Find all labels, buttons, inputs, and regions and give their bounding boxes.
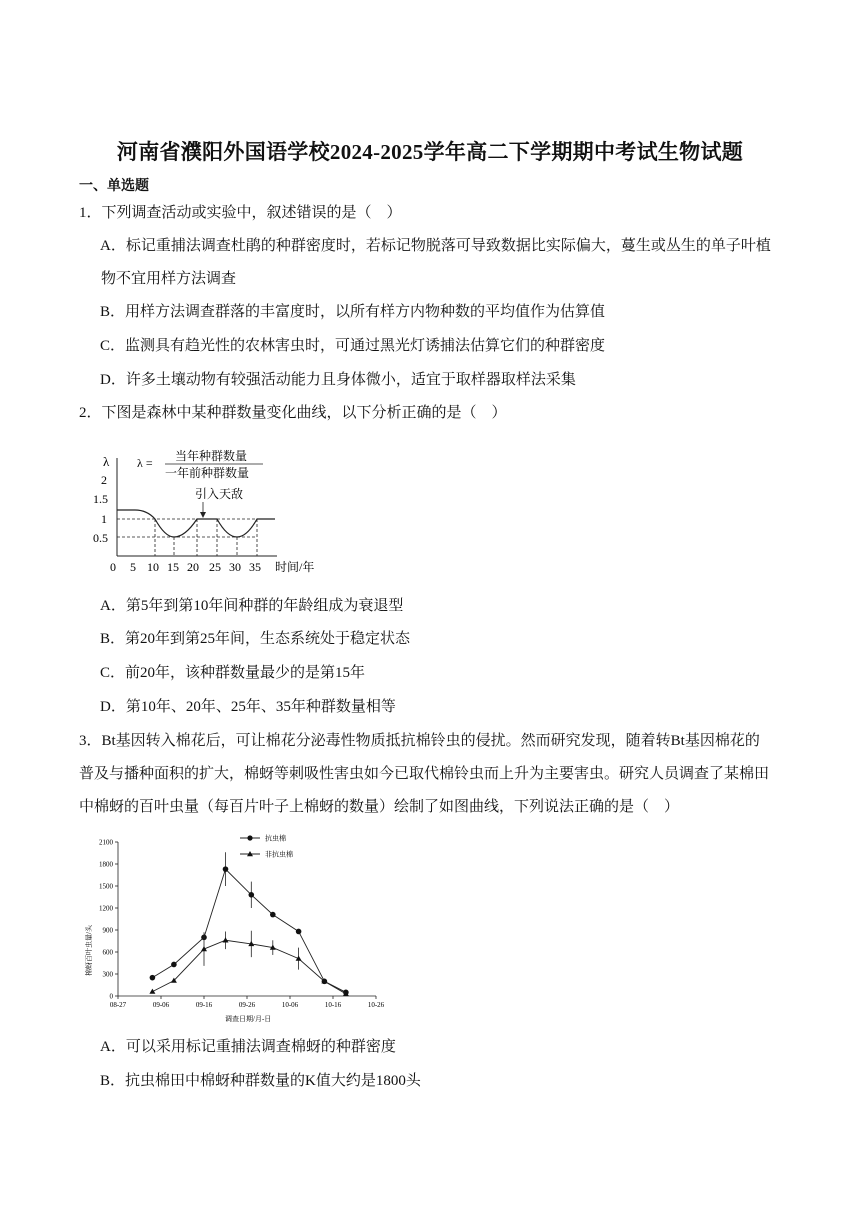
lambda-ylabel: λ [103, 454, 110, 469]
x-tick-label: 09-06 [152, 1001, 170, 1009]
page-title: 河南省濮阳外国语学校2024-2025学年高二下学期期中考试生物试题 [116, 140, 744, 164]
x-tick-label: 10-16 [324, 1001, 342, 1009]
q2-option-c: C．前20年，该种群数量最少的是第15年 [100, 665, 366, 681]
formula-numerator: 当年种群数量 [175, 449, 248, 463]
y-tick-label: 300 [102, 970, 113, 979]
formula-lhs: λ = [137, 456, 153, 470]
legend-marker [247, 835, 252, 840]
x-tick-label: 08-27 [109, 1001, 127, 1009]
xtick-15: 15 [167, 560, 179, 574]
lambda-figure [95, 440, 335, 582]
legend-label: 抗虫棉 [265, 834, 286, 843]
data-point [223, 866, 229, 872]
data-point [270, 912, 276, 918]
y-tick-label: 1500 [99, 882, 113, 891]
x-tick-label: 10-06 [281, 1001, 299, 1009]
data-point [296, 956, 302, 961]
question-1-stem: 1．下列调查活动或实验中，叙述错误的是（ ） [79, 205, 402, 221]
lambda-curve [117, 510, 275, 537]
ytick-0.5: 0.5 [93, 531, 108, 545]
ytick-2: 2 [101, 473, 107, 487]
y-tick-label: 1200 [99, 904, 113, 913]
question-3-stem-3: 中棉蚜的百叶虫量（每百片叶子上棉蚜的数量）绘制了如图曲线，下列说法正确的是（ ） [79, 799, 680, 815]
section-heading: 一、单选题 [79, 179, 149, 194]
question-3-stem-2: 普及与播种面积的扩大，棉蚜等刺吸性害虫如今已取代棉铃虫而上升为主要害虫。研究人员调查了某棉田 [79, 766, 770, 782]
data-point [150, 975, 156, 981]
y-tick-label: 0 [109, 992, 113, 1001]
q1-option-c: C．监测具有趋光性的农林害虫时，可通过黑光灯诱捕法估算它们的种群密度 [100, 338, 606, 354]
x-tick-label: 09-16 [195, 1001, 213, 1009]
q2-option-d: D．第10年、20年、25年、35年种群数量相等 [100, 699, 396, 715]
ytick-1.5: 1.5 [93, 492, 108, 506]
y-tick-label: 2100 [99, 838, 113, 847]
data-point [149, 989, 155, 994]
q1-option-b: B．用样方法调查群落的丰富度时，以所有样方内物种数的平均值作为估算值 [100, 304, 606, 320]
q3-option-a: A．可以采用标记重捕法调查棉蚜的种群密度 [100, 1039, 396, 1055]
y-tick-label: 600 [102, 948, 113, 957]
y-tick-label: 900 [102, 926, 113, 935]
q1-option-d: D．许多土壤动物有较强活动能力且身体微小，适宜于取样器取样法采集 [100, 372, 576, 388]
xtick-5: 5 [130, 560, 136, 574]
xtick-25: 25 [209, 560, 221, 574]
xtick-30: 30 [229, 560, 241, 574]
y-tick-label: 1800 [99, 860, 113, 869]
series-line-0 [152, 869, 346, 992]
question-3-stem-1: 3．Bt基因转入棉花后，可让棉花分泌毒性物质抵抗棉铃虫的侵扰。然而研究发现，随着转Bt基因棉花的 [79, 733, 760, 749]
xtick-0: 0 [110, 560, 116, 574]
q1-option-a: A．标记重捕法调查杜鹃的种群密度时，若标记物脱落可导致数据比实际偏大，蔓生或丛生的单子叶植 [100, 238, 771, 254]
formula-denominator: 一年前种群数量 [165, 466, 250, 480]
q2-option-b: B．第20年到第25年间，生态系统处于稳定状态 [100, 631, 411, 647]
data-point [223, 937, 229, 942]
aphid-chart [80, 828, 385, 1025]
data-point [296, 929, 302, 935]
ytick-1: 1 [101, 512, 107, 526]
q2-option-a: A．第5年到第10年间种群的年龄组成为衰退型 [100, 598, 404, 614]
xtick-35: 35 [249, 560, 261, 574]
x-axis-label: 时间/年 [275, 560, 315, 574]
xtick-10: 10 [147, 560, 159, 574]
legend-label: 非抗虫棉 [265, 850, 293, 859]
data-point [249, 892, 255, 898]
q1-option-a-cont: 物不宜用样方法调查 [101, 271, 237, 287]
question-2-stem: 2．下图是森林中某种群数量变化曲线，以下分析正确的是（ ） [79, 405, 507, 421]
x-tick-label: 10-26 [367, 1001, 385, 1009]
annotation-label: 引入天敌 [195, 487, 244, 501]
chart-y-axis-label: 棉蚜百叶虫量/头 [85, 925, 93, 976]
chart-x-axis-label: 调查日期/月-日 [225, 1015, 272, 1023]
q3-option-b: B．抗虫棉田中棉蚜种群数量的K值大约是1800头 [100, 1073, 421, 1089]
xtick-20: 20 [187, 560, 199, 574]
data-point [171, 962, 177, 968]
x-tick-label: 09-26 [238, 1001, 256, 1009]
